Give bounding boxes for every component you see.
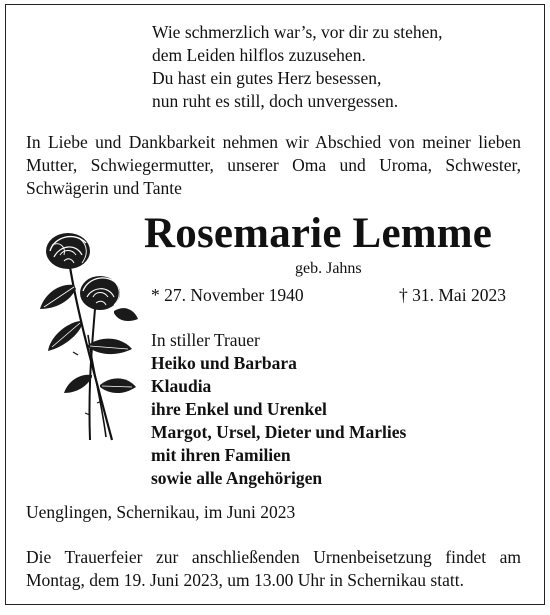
place-date: Uenglingen, Schernikau, im Juni 2023	[26, 502, 296, 522]
roses-illustration-icon	[30, 225, 142, 445]
mourner-line: mit ihren Familien	[151, 445, 291, 465]
birth-date: * 27. November 1940	[151, 285, 304, 305]
mourners-block	[151, 329, 406, 490]
mourner-line: Margot, Ursel, Dieter und Marlies	[151, 422, 407, 442]
poem-line: dem Leiden hilflos zuzusehen.	[152, 45, 366, 65]
poem-line: Wie schmerzlich war’s, vor dir zu stehen,	[152, 22, 443, 42]
intro-text: In Liebe und Dankbarkeit nehmen wir Abschied von meiner lieben Mutter, Schwiegermutter, unserer Oma und Uroma, Schwester, Schwägerin und Tante	[26, 132, 521, 198]
mourner-line: ihre Enkel und Urenkel	[151, 399, 327, 419]
maiden-name: geb. Jahns	[295, 260, 362, 277]
mourners-lead: In stiller Trauer	[151, 330, 260, 350]
mourner-line: Klaudia	[151, 376, 212, 396]
poem-line: Du hast ein gutes Herz besessen,	[152, 68, 382, 88]
poem-line: nun ruht es still, doch unvergessen.	[152, 91, 399, 111]
obituary-notice	[5, 4, 545, 605]
mourner-line: Heiko und Barbara	[151, 353, 297, 373]
mourner-line: sowie alle Angehörigen	[151, 468, 323, 488]
deceased-name: Rosemarie Lemme	[144, 210, 493, 257]
poem	[152, 21, 443, 113]
death-date: † 31. Mai 2023	[399, 285, 506, 305]
ceremony-text: Die Trauerfeier zur anschließenden Urnenbeisetzung findet am Montag, dem 19. Juni 2023, um 13.00 Uhr in Schernikau statt.	[26, 547, 521, 590]
